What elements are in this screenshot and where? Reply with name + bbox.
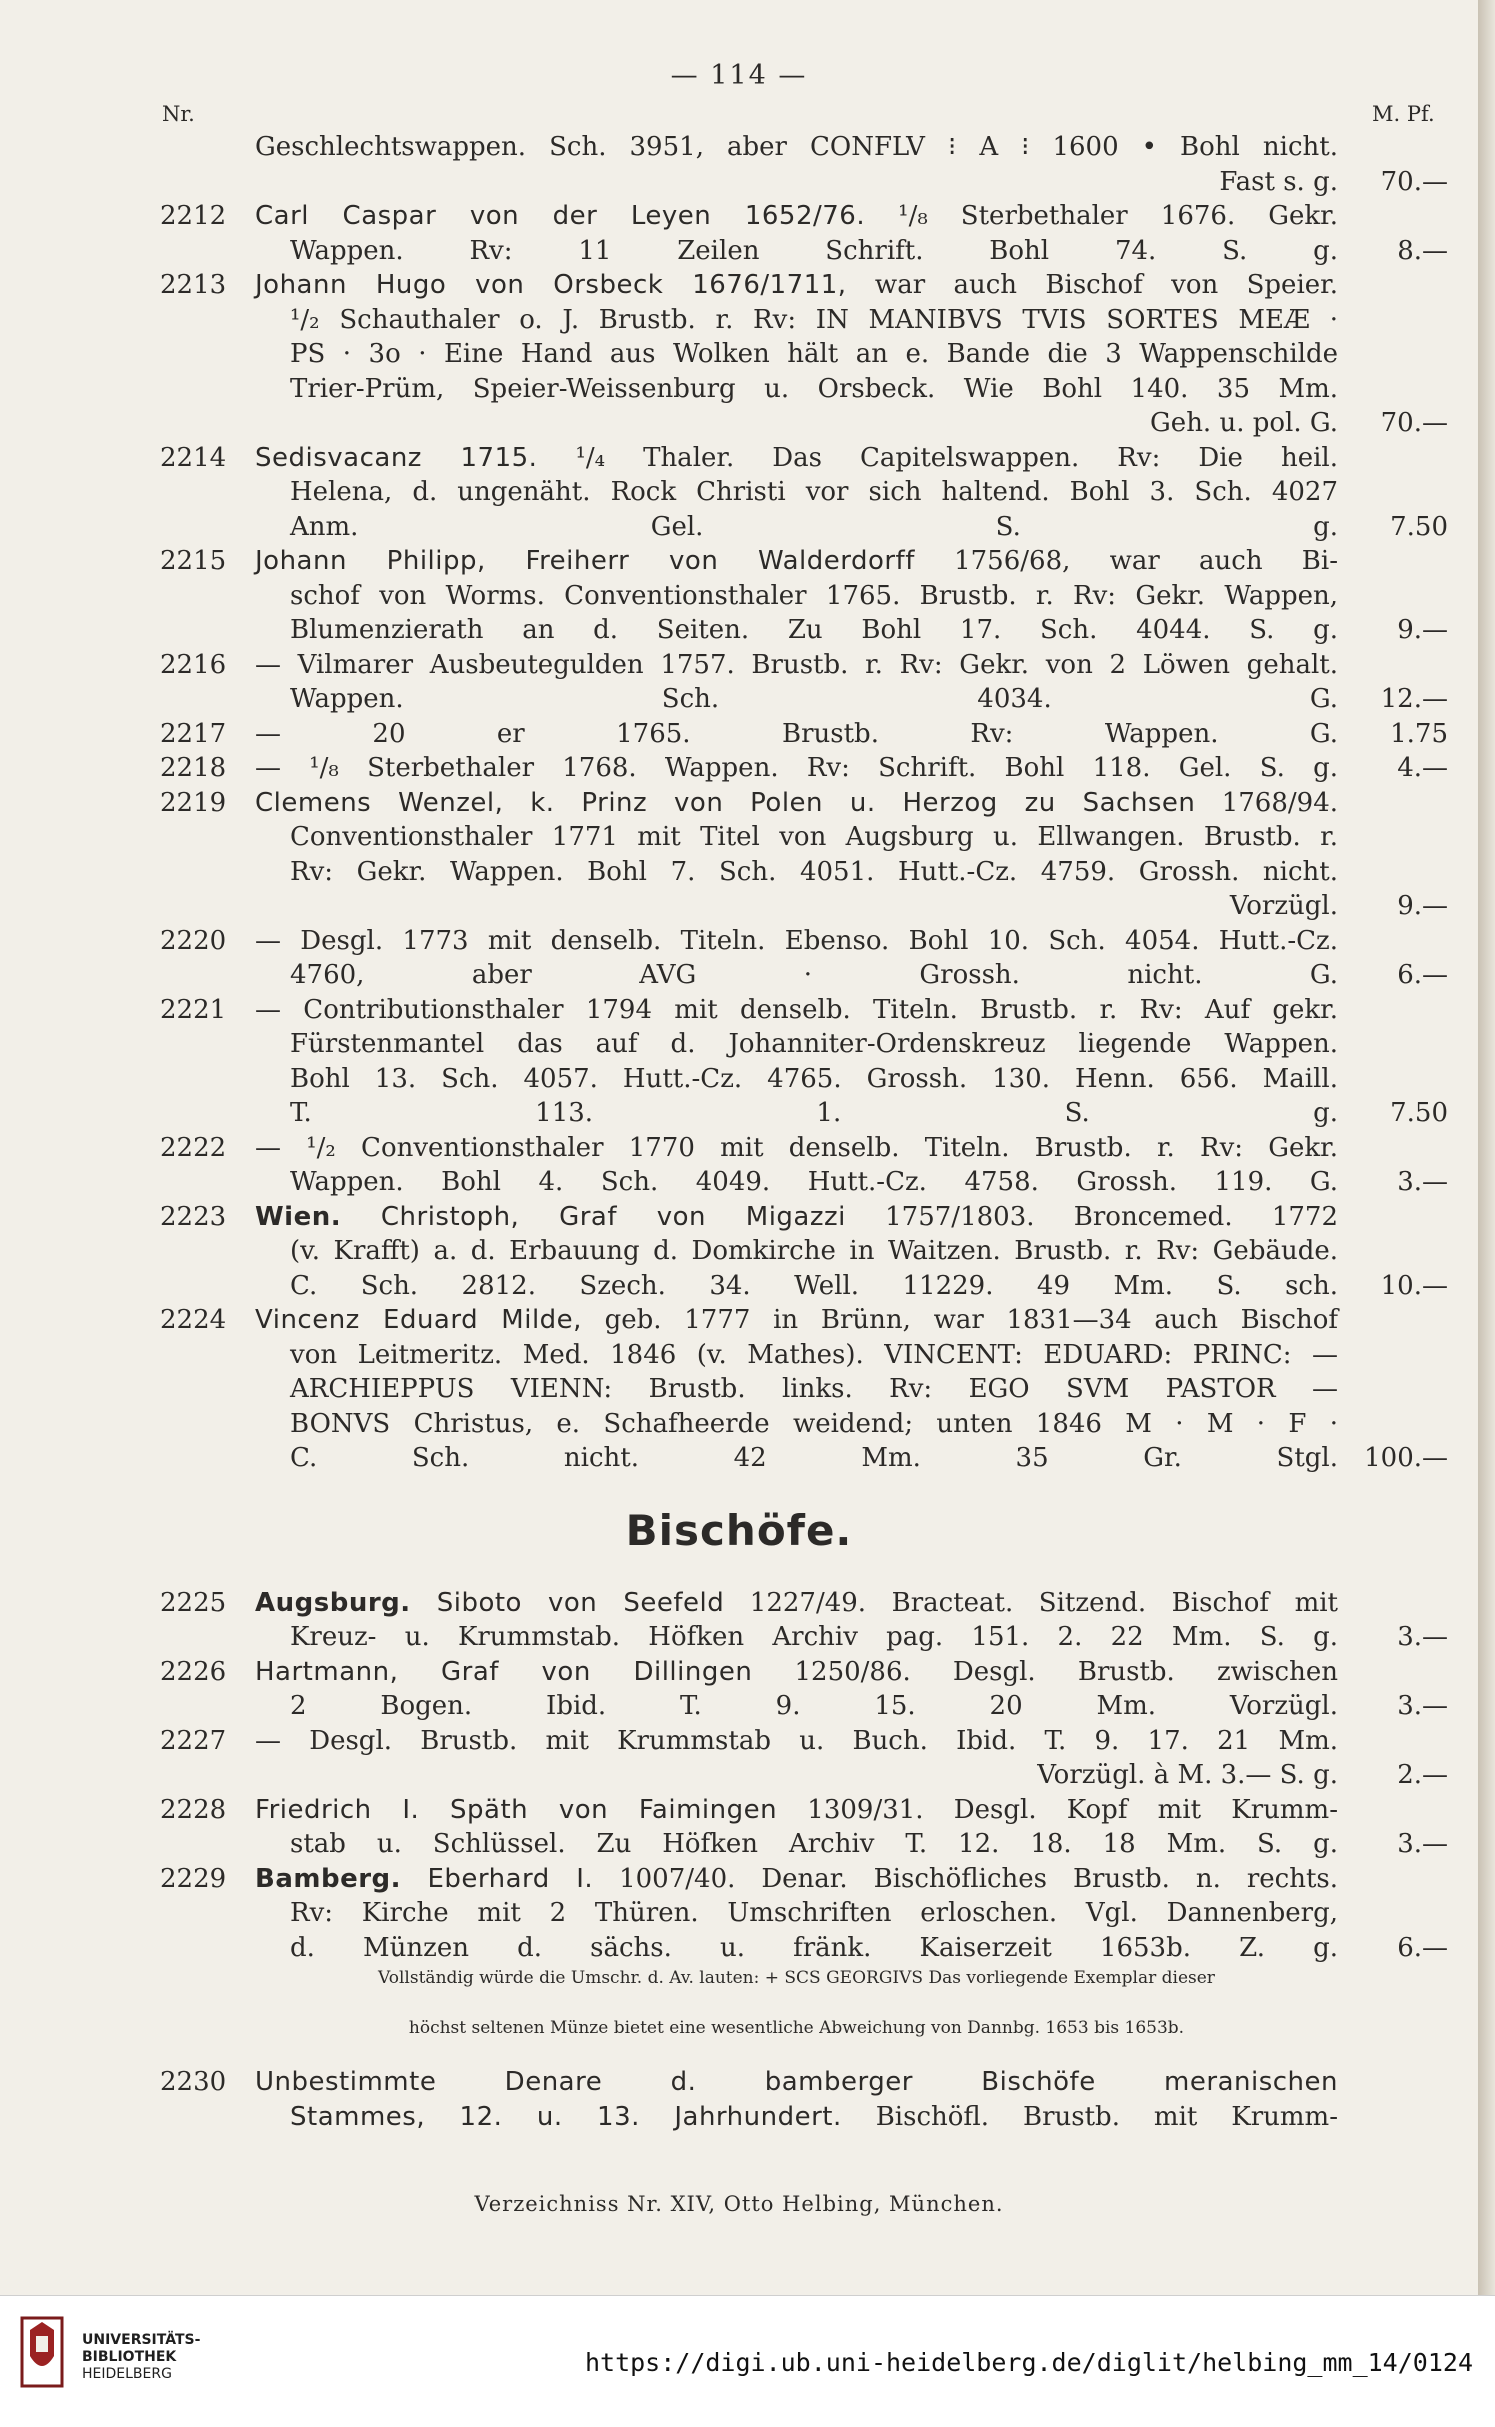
entry-line <box>290 1269 1338 1304</box>
lot-number: 2229 <box>160 1863 227 1894</box>
lot-number: 2212 <box>160 201 227 231</box>
entry-text: 1757/1803. Broncemed. 1772 <box>845 1201 1339 1232</box>
lot-number: 2219 <box>160 787 227 818</box>
ruler-name: Sedisvacanz 1715. <box>255 442 538 473</box>
catalog-entry <box>0 2065 1478 2134</box>
lot-number: 2217 <box>160 718 227 749</box>
catalog-entry <box>0 199 1478 268</box>
entry-text: T. 113. 1. S. g. <box>290 1098 1338 1128</box>
entry-line <box>290 1338 1338 1373</box>
entry-line <box>290 372 1338 407</box>
entry-text: stab u. Schlüssel. Zu Höfken Archiv T. 12. 18. 18 Mm. S. g. <box>290 1829 1338 1859</box>
entry-text: 1250/86. Desgl. Brustb. zwischen <box>752 1656 1338 1687</box>
entry-line <box>290 337 1338 372</box>
lot-number: 2214 <box>160 442 227 473</box>
entry-line <box>255 199 1338 234</box>
catalog-list <box>0 130 1478 2134</box>
entry-line <box>255 1793 1338 1828</box>
entry-line <box>290 1620 1338 1655</box>
ruler-name: Friedrich I. Späth von Faimingen <box>255 1794 778 1825</box>
lot-price: 10.— <box>1380 1270 1448 1301</box>
catalog-entry <box>0 1793 1478 1862</box>
university-seal-icon <box>20 2316 64 2388</box>
entry-text: C. Sch. nicht. 42 Mm. 35 Gr. Stgl. <box>290 1443 1338 1473</box>
lot-price: 6.— <box>1397 1932 1448 1963</box>
entry-line <box>255 1655 1338 1690</box>
lot-number: 2223 <box>160 1201 227 1232</box>
entry-line <box>255 1724 1338 1759</box>
lot-price: 1.75 <box>1390 718 1448 749</box>
footnote-line: höchst seltenen Münze bietet eine wesentliche Abweichung von Dannbg. 1653 bis 1653b. <box>408 2018 1185 2038</box>
entry-text: Bischöfl. Brustb. mit Krumm- <box>841 2101 1338 2132</box>
entry-line <box>290 855 1338 890</box>
entry-line <box>290 613 1338 648</box>
entry-text: C. Sch. 2812. Szech. 34. Well. 11229. 49 Mm. S. sch. <box>290 1270 1338 1301</box>
catalog-entry <box>0 1131 1478 1200</box>
catalog-entry <box>0 648 1478 717</box>
entry-text: Trier-Prüm, Speier-Weissenburg u. Orsbeck. Wie Bohl 140. 35 Mm. <box>290 373 1338 404</box>
catalog-entry <box>0 751 1478 786</box>
catalog-entry <box>0 1200 1478 1304</box>
entry-line <box>255 924 1338 959</box>
entry-text: ARCHIEPPUS VIENN: Brustb. links. Rv: EGO SVM PASTOR — <box>290 1374 1338 1404</box>
entry-line <box>255 786 1338 821</box>
permalink[interactable]: https://digi.ub.uni-heidelberg.de/diglit/helbing_mm_14/0124 <box>584 2348 1473 2377</box>
lot-price: 100.— <box>1364 1443 1448 1473</box>
catalog-entry <box>0 130 1478 199</box>
lot-number: 2225 <box>160 1587 227 1618</box>
lot-price: 8.— <box>1397 235 1448 266</box>
entry-line <box>290 958 1338 993</box>
lot-price: 9.— <box>1397 615 1448 645</box>
entry-text: 1007/40. Denar. Bischöfliches Brustb. n. rechts. <box>593 1863 1338 1894</box>
entry-text: 1768/94. <box>1195 787 1338 818</box>
entry-line <box>255 1303 1338 1338</box>
library-bar <box>0 2295 1495 2427</box>
place-name: Bamberg. <box>255 1863 402 1894</box>
entry-text: Blumenzierath an d. Seiten. Zu Bohl 17. Sch. 4044. S. g. <box>290 615 1338 645</box>
catalog-entry <box>0 1862 1478 1966</box>
entry-line <box>290 1062 1338 1097</box>
entry-text: (v. Krafft) a. d. Erbauung d. Domkirche in Waitzen. Brustb. r. Rv: Gebäude. <box>290 1236 1338 1266</box>
lot-number: 2221 <box>160 994 227 1025</box>
entry-text: 2 Bogen. Ibid. T. 9. 15. 20 Mm. Vorzügl. <box>290 1691 1338 1721</box>
lot-number: 2220 <box>160 925 227 956</box>
ruler-name: Hartmann, Graf von Dillingen <box>255 1656 753 1687</box>
entry-line <box>290 1372 1338 1407</box>
catalog-footer: Verzeichniss Nr. XIV, Otto Helbing, München. <box>474 2192 1004 2216</box>
lot-number: 2218 <box>160 753 227 783</box>
ruler-name: Stammes, 12. u. 13. Jahrhundert. <box>290 2101 842 2132</box>
entry-text: Rv: Gekr. Wappen. Bohl 7. Sch. 4051. Hutt.-Cz. 4759. Grossh. nicht. <box>290 856 1338 887</box>
lot-price: 70.— <box>1380 166 1448 197</box>
ruler-name: Clemens Wenzel, k. Prinz von Polen u. Herzog zu Sachsen <box>255 787 1196 818</box>
entry-text: — Desgl. Brustb. mit Krummstab u. Buch. Ibid. T. 9. 17. 21 Mm. <box>255 1725 1338 1756</box>
entry-line <box>255 717 1338 752</box>
entry-text: war auch Bischof von Speier. <box>846 270 1338 300</box>
catalog-entry <box>0 1303 1478 1476</box>
entry-line <box>290 1165 1338 1200</box>
entry-text: PS · 3o · Eine Hand aus Wolken hält an e. Bande die 3 Wappenschilde <box>290 339 1338 369</box>
lot-price: 7.50 <box>1390 1098 1448 1128</box>
catalog-entry <box>0 1655 1478 1724</box>
entry-line <box>290 1441 1338 1476</box>
entry-text: ¹/₈ Sterbethaler 1676. Gekr. <box>865 201 1338 231</box>
catalog-entry <box>0 441 1478 545</box>
lot-number: 2230 <box>160 2067 227 2097</box>
entry-text: — Contributionsthaler 1794 mit denselb. Titeln. Brustb. r. Rv: Auf gekr. <box>255 994 1338 1025</box>
entry-line <box>290 2100 1338 2135</box>
entry-line <box>290 406 1338 441</box>
entry-text: Wappen. Bohl 4. Sch. 4049. Hutt.-Cz. 4758. Grossh. 119. G. <box>290 1167 1338 1197</box>
entry-text: Kreuz- u. Krummstab. Höfken Archiv pag. 151. 2. 22 Mm. S. g. <box>290 1622 1338 1652</box>
ruler-name: Christoph, Graf von Migazzi <box>341 1201 846 1232</box>
entry-text: 1227/49. Bracteat. Sitzend. Bischof mit <box>724 1587 1338 1618</box>
lot-price: 7.50 <box>1390 511 1448 542</box>
lot-number: 2228 <box>160 1794 227 1825</box>
lot-price: 6.— <box>1397 960 1448 990</box>
entry-line <box>255 993 1338 1028</box>
entry-line <box>290 1758 1338 1793</box>
ruler-name: Carl Caspar von der Leyen 1652/76. <box>255 201 866 231</box>
catalog-entry <box>0 993 1478 1131</box>
entry-line <box>290 889 1338 924</box>
entry-text: ¹/₂ Schauthaler o. J. Brustb. r. Rv: IN MANIBVS TVIS SORTES MEÆ · <box>290 304 1338 335</box>
entry-line <box>255 648 1338 683</box>
entry-line <box>290 820 1338 855</box>
entry-line <box>290 475 1338 510</box>
ruler-name: Vincenz Eduard Milde, <box>255 1305 582 1335</box>
entry-text: Vorzügl. <box>1229 891 1338 921</box>
entry-text: geb. 1777 in Brünn, war 1831—34 auch Bischof <box>581 1305 1338 1335</box>
entry-text: Helena, d. ungenäht. Rock Christi vor sich haltend. Bohl 3. Sch. 4027 <box>290 477 1338 507</box>
catalog-entry <box>0 786 1478 924</box>
entry-text: — ¹/₈ Sterbethaler 1768. Wappen. Rv: Schrift. Bohl 118. Gel. S. g. <box>255 753 1338 783</box>
entry-line <box>255 544 1338 579</box>
lot-price: 2.— <box>1397 1760 1448 1790</box>
entry-text: Vorzügl. à M. 3.— S. g. <box>1037 1760 1338 1790</box>
entry-text: Geh. u. pol. G. <box>1150 408 1338 438</box>
entry-text: Fast s. g. <box>1219 166 1338 197</box>
lot-price: 3.— <box>1397 1622 1448 1652</box>
entry-line <box>290 1096 1338 1131</box>
entry-text: 1309/31. Desgl. Kopf mit Krumm- <box>777 1794 1338 1825</box>
entry-text: — ¹/₂ Conventionsthaler 1770 mit denselb. Titeln. Brustb. r. Rv: Gekr. <box>255 1132 1338 1163</box>
entry-line <box>290 234 1338 269</box>
library-name: UNIVERSITÄTS- BIBLIOTHEK HEIDELBERG <box>82 2332 201 2382</box>
entry-text: — 20 er 1765. Brustb. Rv: Wappen. G. <box>255 718 1338 749</box>
entry-line <box>255 2065 1338 2100</box>
catalog-entry <box>0 1586 1478 1655</box>
entry-line <box>255 751 1338 786</box>
entry-text: Fürstenmantel das auf d. Johanniter-Ordenskreuz liegende Wappen. <box>290 1029 1338 1059</box>
entry-text: — Desgl. 1773 mit denselb. Titeln. Ebenso. Bohl 10. Sch. 4054. Hutt.-Cz. <box>255 925 1338 956</box>
lot-price: 70.— <box>1380 408 1448 438</box>
place-name: Augsburg. <box>255 1587 411 1618</box>
entry-line <box>290 1234 1338 1269</box>
entry-line <box>290 303 1338 338</box>
column-header-price: M. Pf. <box>1372 102 1435 126</box>
lot-number: 2213 <box>160 270 227 300</box>
entry-line <box>290 579 1338 614</box>
entry-text: schof von Worms. Conventionsthaler 1765. Brustb. r. Rv: Gekr. Wappen, <box>290 580 1338 611</box>
entry-note <box>0 1965 1478 2065</box>
entry-line <box>255 1131 1338 1166</box>
entry-line <box>255 268 1338 303</box>
lot-price: 4.— <box>1397 753 1448 783</box>
lot-number: 2222 <box>160 1132 227 1163</box>
entry-line <box>290 682 1338 717</box>
ruler-name: Eberhard I. <box>401 1863 594 1894</box>
lot-price: 9.— <box>1397 891 1448 921</box>
ruler-name: Johann Hugo von Orsbeck 1676/1711, <box>255 270 847 300</box>
lot-number: 2224 <box>160 1305 227 1335</box>
entry-line <box>290 1027 1338 1062</box>
page-edge <box>1478 0 1495 2295</box>
entry-line <box>290 1689 1338 1724</box>
lot-price: 3.— <box>1397 1829 1448 1859</box>
lot-number: 2216 <box>160 649 227 680</box>
entry-text: von Leitmeritz. Med. 1846 (v. Mathes). VINCENT: EDUARD: PRINC: — <box>290 1339 1338 1370</box>
entry-text: ¹/₄ Thaler. Das Capitelswappen. Rv: Die heil. <box>537 442 1338 473</box>
entry-line <box>255 130 1338 165</box>
column-header-number: Nr. <box>162 102 195 126</box>
catalog-entry <box>0 717 1478 752</box>
entry-text: Bohl 13. Sch. 4057. Hutt.-Cz. 4765. Grossh. 130. Henn. 656. Maill. <box>290 1063 1338 1094</box>
footnote-line: Vollständig würde die Umschr. d. Av. lauten: + SCS GEORGIVS Das vorliegende Exemplar dieser <box>378 1968 1215 1988</box>
entry-text: Conventionsthaler 1771 mit Titel von Augsburg u. Ellwangen. Brustb. r. <box>290 822 1338 852</box>
entry-line <box>290 1931 1338 1966</box>
entry-text: d. Münzen d. sächs. u. fränk. Kaiserzeit 1653b. Z. g. <box>290 1932 1338 1963</box>
entry-line <box>255 1862 1338 1897</box>
catalog-entry <box>0 544 1478 648</box>
entry-text: — Vilmarer Ausbeutegulden 1757. Brustb. r. Rv: Gekr. von 2 Löwen gehalt. <box>255 649 1338 680</box>
ruler-name: Unbestimmte Denare d. bamberger Bischöfe meranischen <box>255 2067 1338 2097</box>
entry-line <box>290 1896 1338 1931</box>
page-number: — 114 — <box>670 60 808 91</box>
lot-number: 2226 <box>160 1656 227 1687</box>
entry-line <box>255 441 1338 476</box>
entry-line <box>290 165 1338 200</box>
lot-number: 2215 <box>160 546 227 576</box>
catalog-entry <box>0 924 1478 993</box>
entry-line <box>290 510 1338 545</box>
entry-text: BONVS Christus, e. Schafheerde weidend; unten 1846 M · M · F · <box>290 1408 1338 1439</box>
catalog-entry <box>0 1724 1478 1793</box>
entry-text: Rv: Kirche mit 2 Thüren. Umschriften erloschen. Vgl. Dannenberg, <box>290 1898 1338 1928</box>
lot-number: 2227 <box>160 1725 227 1756</box>
lot-price: 12.— <box>1380 684 1448 714</box>
entry-text: 4760, aber AVG · Grossh. nicht. G. <box>290 960 1338 990</box>
entry-line <box>255 1200 1338 1235</box>
lot-price: 3.— <box>1397 1691 1448 1721</box>
lot-price: 3.— <box>1397 1167 1448 1197</box>
entry-text: Geschlechtswappen. Sch. 3951, aber CONFLV ⁝ A ⁝ 1600 • Bohl nicht. <box>255 132 1338 162</box>
section-title: Bischöfe. <box>625 1505 853 1555</box>
ruler-name: Siboto von Seefeld <box>410 1587 725 1618</box>
entry-text: Wappen. Rv: 11 Zeilen Schrift. Bohl 74. S. g. <box>290 235 1338 266</box>
entry-text: 1756/68, war auch Bi- <box>914 546 1339 576</box>
entry-line <box>290 1407 1338 1442</box>
entry-line <box>290 1827 1338 1862</box>
entry-line <box>255 1586 1338 1621</box>
ruler-name: Johann Philipp, Freiherr von Walderdorff <box>255 546 915 576</box>
entry-text: Wappen. Sch. 4034. G. <box>290 684 1338 714</box>
entry-text: Anm. Gel. S. g. <box>290 511 1338 542</box>
catalog-entry <box>0 268 1478 441</box>
place-name: Wien. <box>255 1201 342 1232</box>
